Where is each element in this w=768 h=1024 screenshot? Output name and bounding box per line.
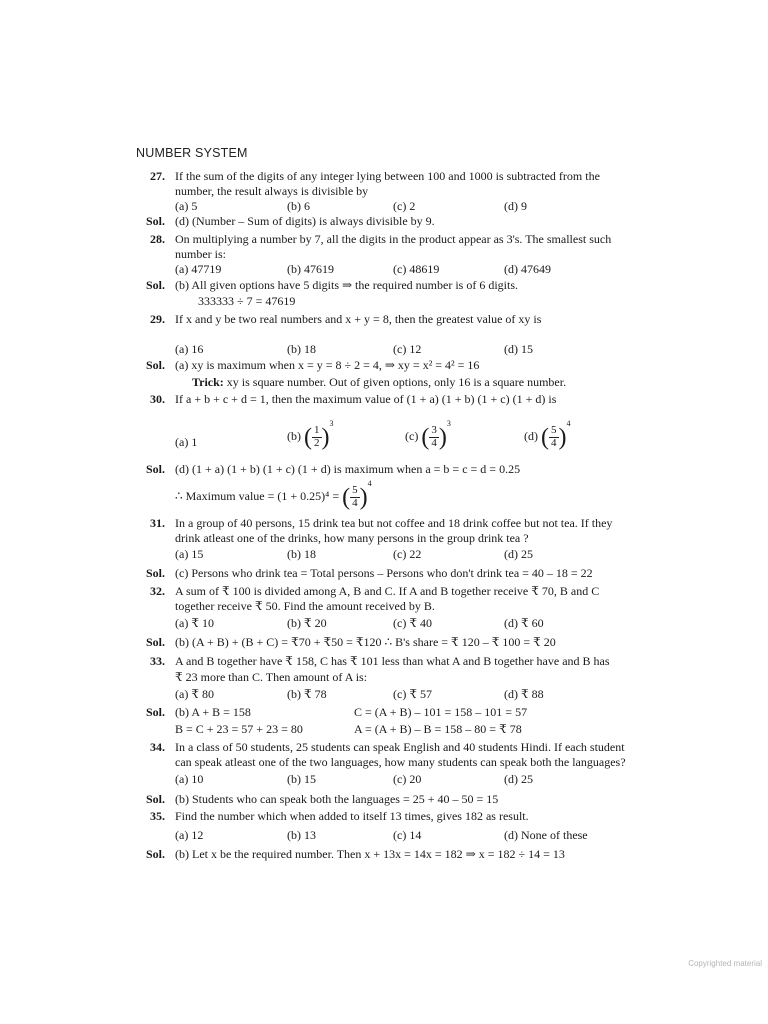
fraction	[429, 425, 439, 449]
solution-text	[175, 480, 372, 509]
question-text: drink atleast one of the drinks, how many persons in the group drink tea ?	[175, 531, 529, 545]
option-a: (a) 12	[175, 828, 204, 842]
denominator: 2	[314, 436, 320, 449]
solution-text: B = C + 23 = 57 + 23 = 80	[175, 722, 303, 736]
denominator: 4	[352, 496, 358, 509]
question-text: A and B together have ₹ 158, C has ₹ 101 less than what A and B together have and B has	[175, 654, 610, 668]
trick-text: xy is square number. Out of given options, only 16 is a square number.	[223, 375, 567, 389]
option-d: (d) ₹ 88	[504, 687, 544, 701]
solution-label: Sol.	[146, 566, 166, 580]
question-number: 34.	[150, 740, 165, 754]
option-a: (a) 1	[175, 435, 198, 449]
numerator: 5	[352, 484, 358, 497]
trick-note	[192, 376, 566, 388]
option-c: (c) ₹ 57	[393, 687, 432, 701]
question-text: number is:	[175, 247, 226, 261]
question-number: 27.	[150, 169, 165, 183]
numerator: 5	[551, 424, 557, 437]
option-d: (d) 15	[504, 342, 533, 356]
numerator: 3	[431, 424, 437, 437]
option-b: (b) 15	[287, 772, 316, 786]
option-d: (d) 9	[504, 199, 527, 213]
option-b: (b) 6	[287, 199, 310, 213]
solution-label: Sol.	[146, 705, 166, 719]
question-text: In a group of 40 persons, 15 drink tea but not coffee and 18 drink coffee but not tea. If they	[175, 516, 613, 530]
option-c: (c) 12	[393, 342, 422, 356]
solution-max-value: ∴ Maximum value = (1 + 0.25)⁴ =	[175, 489, 340, 503]
page-header: NUMBER SYSTEM	[136, 146, 248, 160]
option-d: (d) 25	[504, 547, 533, 561]
paren-open: (	[342, 484, 351, 511]
paren-open: (	[421, 424, 430, 451]
solution-text: (b) Students who can speak both the languages = 25 + 40 – 50 = 15	[175, 792, 499, 806]
option-b: (b) 47619	[287, 262, 334, 276]
question-number: 30.	[150, 392, 165, 406]
solution-text: (b) (A + B) + (B + C) = ₹70 + ₹50 = ₹120 ∴ B's share = ₹ 120 – ₹ 100 = ₹ 20	[175, 635, 556, 649]
option-c: (c) ₹ 40	[393, 616, 432, 630]
exponent: 3	[329, 419, 334, 428]
question-text: If x and y be two real numbers and x + y = 8, then the greatest value of xy is	[175, 312, 542, 326]
paren-close: )	[558, 424, 567, 451]
option-c: (c) 14	[393, 828, 422, 842]
solution-text: (b) Let x be the required number. Then x + 13x = 14x = 182 ⇒ x = 182 ÷ 14 = 13	[175, 847, 565, 861]
option-b: (b) ₹ 20	[287, 616, 327, 630]
question-number: 32.	[150, 584, 165, 598]
exponent: 3	[446, 419, 451, 428]
option-a: (a) 47719	[175, 262, 222, 276]
option-label: (d)	[524, 429, 538, 443]
question-text: If the sum of the digits of any integer lying between 100 and 1000 is subtracted from the	[175, 169, 600, 183]
question-text: On multiplying a number by 7, all the digits in the product appear as 3's. The smallest such	[175, 232, 612, 246]
question-text: In a class of 50 students, 25 students can speak English and 40 students Hindi. If each student	[175, 740, 625, 754]
solution-text: 333333 ÷ 7 = 47619	[198, 294, 296, 308]
solution-text: C = (A + B) – 101 = 158 – 101 = 57	[354, 705, 528, 719]
fraction	[350, 485, 360, 509]
option-a: (a) ₹ 80	[175, 687, 214, 701]
fraction	[312, 425, 322, 449]
solution-text: A = (A + B) – B = 158 – 80 = ₹ 78	[354, 722, 522, 736]
denominator: 4	[551, 436, 557, 449]
paren-close: )	[438, 424, 447, 451]
trick-label: Trick:	[192, 375, 224, 389]
solution-label: Sol.	[146, 462, 166, 476]
question-text: Find the number which when added to itself 13 times, gives 182 as result.	[175, 809, 529, 823]
paren-close: )	[321, 424, 330, 451]
question-text: number, the result always is divisible by	[175, 184, 369, 198]
option-c: (c) 20	[393, 772, 422, 786]
paren-close: )	[359, 484, 368, 511]
option-b: (b) 18	[287, 342, 316, 356]
option-c: (c) 48619	[393, 262, 440, 276]
option-c: (c) 22	[393, 547, 422, 561]
option-d: (d) ₹ 60	[504, 616, 544, 630]
solution-label: Sol.	[146, 792, 166, 806]
question-text: If a + b + c + d = 1, then the maximum value of (1 + a) (1 + b) (1 + c) (1 + d) is	[175, 392, 557, 406]
option-b	[287, 420, 334, 449]
option-a: (a) 10	[175, 772, 204, 786]
copyright-footer: Copyrighted material	[688, 959, 762, 968]
question-text: can speak atleast one of the two languages, how many students can speak both the languages?	[175, 755, 626, 769]
option-d: (d) 25	[504, 772, 533, 786]
option-a: (a) 5	[175, 199, 198, 213]
question-text: together receive ₹ 50. Find the amount received by B.	[175, 599, 435, 613]
solution-label: Sol.	[146, 847, 166, 861]
option-d	[524, 420, 571, 449]
solution-text: (d) (1 + a) (1 + b) (1 + c) (1 + d) is maximum when a = b = c = d = 0.25	[175, 462, 521, 476]
solution-text: (c) Persons who drink tea = Total persons – Persons who don't drink tea = 40 – 18 = 22	[175, 566, 593, 580]
question-text: A sum of ₹ 100 is divided among A, B and C. If A and B together receive ₹ 70, B and C	[175, 584, 600, 598]
question-number: 31.	[150, 516, 165, 530]
option-d: (d) None of these	[504, 828, 588, 842]
question-number: 29.	[150, 312, 165, 326]
exponent: 4	[367, 479, 372, 488]
solution-text: (b) A + B = 158	[175, 705, 251, 719]
question-number: 35.	[150, 809, 165, 823]
fraction	[549, 425, 559, 449]
solution-label: Sol.	[146, 358, 166, 372]
numerator: 1	[314, 424, 320, 437]
solution-label: Sol.	[146, 635, 166, 649]
option-label: (b)	[287, 429, 301, 443]
solution-text: (a) xy is maximum when x = y = 8 ÷ 2 = 4, ⇒ xy = x² = 4² = 16	[175, 358, 480, 372]
option-a: (a) 16	[175, 342, 204, 356]
solution-label: Sol.	[146, 278, 166, 292]
option-b: (b) 13	[287, 828, 316, 842]
option-c: (c) 2	[393, 199, 416, 213]
solution-label: Sol.	[146, 214, 166, 228]
question-number: 28.	[150, 232, 165, 246]
paren-open: (	[541, 424, 549, 451]
option-a: (a) ₹ 10	[175, 616, 214, 630]
solution-text: (d) (Number – Sum of digits) is always divisible by 9.	[175, 214, 435, 228]
option-a: (a) 15	[175, 547, 204, 561]
denominator: 4	[431, 436, 437, 449]
option-d: (d) 47649	[504, 262, 551, 276]
option-c	[405, 420, 451, 449]
question-text: ₹ 23 more than C. Then amount of A is:	[175, 670, 368, 684]
question-number: 33.	[150, 654, 165, 668]
paren-open: (	[304, 424, 312, 451]
option-b: (b) 18	[287, 547, 316, 561]
exponent: 4	[566, 419, 571, 428]
option-b: (b) ₹ 78	[287, 687, 327, 701]
solution-text: (b) All given options have 5 digits ⇒ the required number is of 6 digits.	[175, 278, 519, 292]
option-label: (c)	[405, 429, 419, 443]
